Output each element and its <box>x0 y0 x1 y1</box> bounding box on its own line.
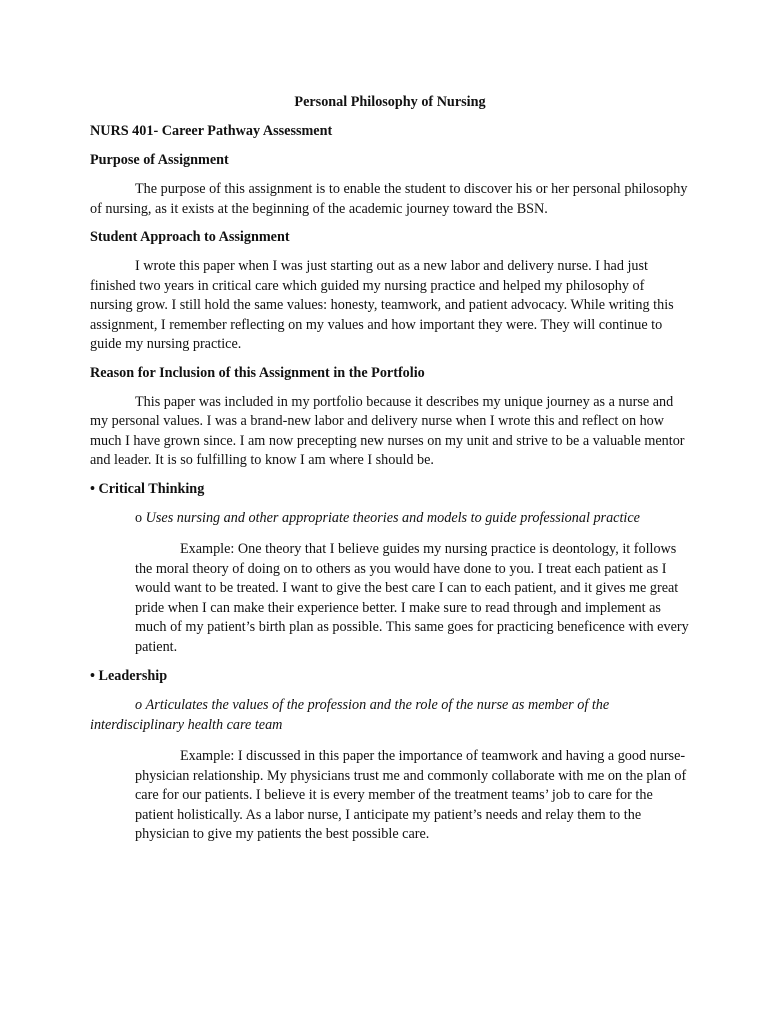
outcome-marker: o <box>135 697 143 713</box>
competency-leadership-example: Example: I discussed in this paper the importance of teamwork and having a good nurse-physician relationship. My physicians trust me and commonly collaborate with me on the plan of care for our patients. I believe it is every member of the treatment teams’ job to care for the patient holistically. As a labor nurse, I anticipate my patient’s needs and relay them to the physician to give my patients the best possible care. <box>135 748 687 842</box>
competency-critical-thinking-outcome <box>90 509 690 529</box>
reason-heading: Reason for Inclusion of this Assignment in the Portfolio <box>90 364 425 381</box>
outcome-text: Uses nursing and other appropriate theories and models to guide professional practice <box>145 509 640 526</box>
document-title: Personal Philosophy of Nursing <box>294 94 486 110</box>
approach-heading: Student Approach to Assignment <box>90 229 290 245</box>
outcome-marker: o <box>135 509 143 526</box>
approach-paragraph: I wrote this paper when I was just starting out as a new labor and delivery nurse. I had just finished two years in critical care which guided my nursing practice and helped my philosophy of nursing grow. I still hold the same values: honesty, teamwork, and patient advocacy. While writing this assignment, I remember reflecting on my values and how important they were. They will continue to guide my nursing practice. <box>90 258 674 352</box>
purpose-heading: Purpose of Assignment <box>90 152 229 168</box>
reason-paragraph: This paper was included in my portfolio because it describes my unique journey as a nurse and my personal values. I was a brand-new labor and delivery nurse when I wrote this and reflect on how much I have grown since. I am now precepting new nurses on my unit and strive to be a valuable mentor and leader. It is so fulfilling to know I am where I should be. <box>90 393 685 468</box>
competency-critical-thinking-bullet: • Critical Thinking <box>90 480 205 497</box>
course-heading: NURS 401- Career Pathway Assessment <box>90 123 333 139</box>
competency-leadership-outcome <box>90 696 690 735</box>
document-page <box>90 93 690 854</box>
purpose-paragraph: The purpose of this assignment is to enable the student to discover his or her personal philosophy of nursing, as it exists at the beginning of the academic journey toward the BSN. <box>90 181 688 217</box>
outcome-text: Articulates the values of the profession and the role of the nurse as member of the interdisciplinary health care team <box>90 697 610 733</box>
competency-critical-thinking-example: Example: One theory that I believe guides my nursing practice is deontology, it follows the moral theory of doing on to others as you would have done to you. I treat each patient as I would want to be treated. I want to give the best care I can to each patient, and it gives me great pride when I can make their experience better. I make sure to read through and implement as much of my patient’s birth plan as possible. This same goes for practicing beneficence with every patient. <box>135 541 689 655</box>
competency-leadership-bullet: • Leadership <box>90 668 168 684</box>
